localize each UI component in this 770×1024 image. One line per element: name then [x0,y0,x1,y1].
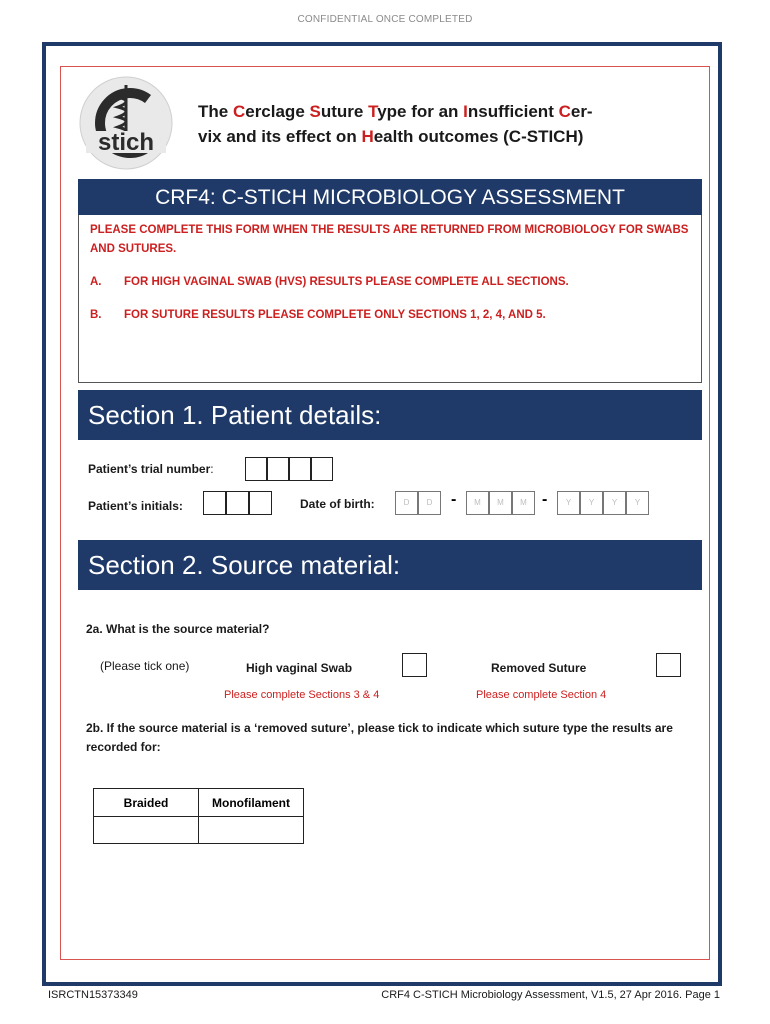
suture-type-table [93,788,304,844]
tick-one-note: (Please tick one) [100,659,190,673]
suture-note: Please complete Section 4 [476,689,607,701]
dob-label: Date of birth: [300,497,375,511]
title-acronym-letter: C [232,102,246,121]
cstich-logo [78,75,174,171]
title-acronym-letter: S [309,102,321,121]
instruction-a: FOR HIGH VAGINAL SWAB (HVS) RESULTS PLEASE COMPLETE ALL SECTIONS. [124,276,569,288]
section-2-header: Section 2. Source material: [78,540,702,590]
option-hvs-label: High vaginal Swab [246,661,353,675]
title-line-2 [198,124,698,149]
dob-dash-1: - [451,491,457,508]
removed-suture-checkbox[interactable] [656,653,681,677]
hvs-note: Please complete Sections 3 & 4 [224,689,380,701]
title-text: ealth outcomes (C-STICH) [373,127,584,146]
instruction-main: PLEASE COMPLETE THIS FORM WHEN THE RESULTS ARE RETURNED FROM MICROBIOLOGY FOR SWABS AND SUTURES. [90,224,689,255]
crf-title-bar: CRF4: C-STICH MICROBIOLOGY ASSESSMENT [78,179,702,215]
dob-month-box-2[interactable]: M [489,491,512,515]
logo-text: stich [97,129,155,156]
study-title [198,99,698,149]
braided-tick-cell[interactable] [94,817,199,844]
question-2b: 2b. If the source material is a ‘removed suture’, please tick to indicate which suture type the results are recorded for: [86,721,673,754]
option-suture-label: Removed Suture [491,661,587,675]
dob-month-box-1[interactable]: M [466,491,489,515]
confidential-note: CONFIDENTIAL ONCE COMPLETED [297,14,473,25]
trial-number-label: Patient’s trial number: [88,462,214,476]
title-text: The [198,102,233,121]
trial-number-box-3[interactable] [289,457,311,481]
dob-dash-2: - [542,491,548,508]
instruction-b: FOR SUTURE RESULTS PLEASE COMPLETE ONLY SECTIONS 1, 2, 4, AND 5. [124,309,546,321]
hvs-checkbox[interactable] [402,653,427,677]
footer-version: CRF4 C-STICH Microbiology Assessment, V1.5, 27 Apr 2016. Page 1 [381,989,720,1001]
instruction-b-marker: B. [90,309,102,321]
title-acronym-letter: H [361,127,374,146]
dob-year-box-1[interactable]: Y [557,491,580,515]
dob-year-box-4[interactable]: Y [626,491,649,515]
title-text: vix and its effect on [198,127,362,146]
title-acronym-letter: I [463,102,468,121]
title-text: erclage [245,102,310,121]
initials-box-2[interactable] [226,491,249,515]
monofilament-tick-cell[interactable] [199,817,304,844]
monofilament-header: Monofilament [199,789,304,817]
trial-number-box-4[interactable] [311,457,333,481]
title-acronym-letter: C [558,102,571,121]
initials-box-1[interactable] [203,491,226,515]
footer-isrctn: ISRCTN15373349 [48,989,138,1001]
instruction-a-marker: A. [90,276,102,288]
question-2a: 2a. What is the source material? [86,622,270,636]
title-text: er- [570,102,593,121]
dob-day-box-1[interactable]: D [395,491,418,515]
braided-header: Braided [94,789,199,817]
initials-label: Patient’s initials: [88,499,183,513]
dob-year-box-2[interactable]: Y [580,491,603,515]
dob-day-box-2[interactable]: D [418,491,441,515]
title-text: ype for an [377,102,464,121]
dob-year-box-3[interactable]: Y [603,491,626,515]
initials-box-3[interactable] [249,491,272,515]
title-acronym-letter: T [368,102,378,121]
section-1-header: Section 1. Patient details: [78,390,702,440]
title-text: uture [320,102,369,121]
dob-month-box-3[interactable]: M [512,491,535,515]
trial-number-box-2[interactable] [267,457,289,481]
title-line-1 [198,99,698,124]
trial-number-box-1[interactable] [245,457,267,481]
title-text: nsufficient [467,102,559,121]
